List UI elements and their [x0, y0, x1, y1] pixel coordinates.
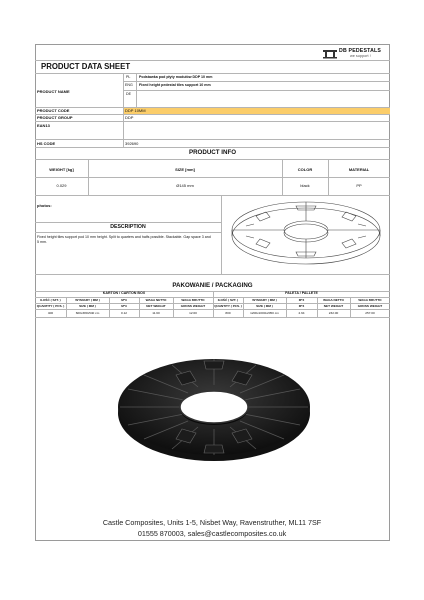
product-code-label: PRODUCT CODE	[37, 108, 70, 113]
packaging-heading: PAKOWANIE / PACKAGING	[172, 282, 253, 289]
page-title: PRODUCT DATA SHEET	[41, 62, 131, 71]
description-heading: DESCRIPTION	[110, 224, 146, 230]
hs-code-label: HS CODE	[37, 141, 56, 146]
packaging-header2-cell: QUANTITY ( PCS. )	[36, 304, 65, 308]
packaging-header1-cell: WAGA BRUTTO	[181, 298, 205, 302]
packaging-values-cell: 232.00	[328, 311, 339, 315]
name-pl: Podstawka pod płyty modułów DDP 10 mm	[139, 75, 213, 79]
weight-header: WEIGHT [kg]	[49, 167, 74, 172]
photos-label: photos:	[37, 203, 52, 208]
footer-contact: 01555 870003, sales@castlecomposites.co.uk	[137, 529, 287, 538]
packaging-values-cell: 11.60	[152, 311, 160, 315]
packaging-header1-cell: M*3	[121, 298, 127, 302]
product-group-label: PRODUCT GROUP	[37, 115, 73, 120]
color-value: black	[300, 183, 310, 188]
packaging-header1-cell: M*3	[298, 298, 305, 302]
packaging-header2-cell: M*3	[121, 304, 127, 308]
packaging-header2-cell: NET WEIGHT	[323, 304, 344, 308]
packaging-header2-cell: M*3	[298, 304, 305, 308]
packaging-header1-cell: WAGA NETTO	[323, 298, 344, 302]
packaging-values-cell: 2.64	[298, 311, 305, 315]
footer-address: Castle Composites, Units 1-5, Nisbet Way, Ravenstruther, ML11 7SF	[102, 518, 322, 527]
lang-de: DE	[126, 92, 131, 96]
pedestal-logo-icon	[323, 49, 337, 59]
pallet-label: PALETA / PALLETE	[285, 291, 318, 295]
material-header: MATERIAL	[348, 167, 370, 172]
pedestal-product-photo	[114, 345, 314, 475]
ean13-label: EAN13	[37, 123, 50, 128]
brand-tagline: we support !	[350, 54, 371, 58]
packaging-header2-cell: SIZE ( MM )	[256, 304, 273, 308]
packaging-header1-cell: WAGA NETTO	[145, 298, 167, 302]
packaging-values-cell: 1200x1000x2050 cm	[250, 311, 279, 315]
pedestal-line-drawing	[226, 196, 386, 272]
packaging-values-cell: 600x380x540 cm	[75, 311, 100, 315]
brand-name: DB PEDESTALS	[339, 48, 382, 54]
packaging-header2-cell: SIZE ( MM )	[79, 304, 96, 308]
product-code-value: DDP 10MM	[125, 108, 146, 113]
hs-code-value: 392690	[125, 141, 139, 146]
packaging-values-cell: 400	[47, 311, 54, 315]
packaging-values-cell: 0.12	[120, 311, 128, 315]
lang-pl: PL	[126, 75, 131, 79]
packaging-header2-cell: NET WEIGHT	[146, 304, 166, 308]
packaging-header1-cell: ILOŚĆ ( SZT. )	[40, 298, 61, 302]
packaging-header1-cell: ILOŚĆ ( SZT. )	[217, 298, 239, 302]
size-header: SIZE [mm]	[175, 167, 195, 172]
material-value: PP	[356, 183, 362, 188]
packaging-values-cell: 800	[225, 311, 231, 315]
packaging-header1-cell: WYMIARY ( MM )	[75, 298, 100, 302]
weight-value: 0.029	[56, 183, 67, 188]
packaging-values-cell: 257.00	[365, 311, 375, 315]
lang-eng: ENG	[125, 83, 133, 87]
color-header: COLOR	[297, 167, 313, 172]
product-info-heading: PRODUCT INFO	[188, 149, 237, 156]
name-eng: Fixed height pedestal tiles support 10 mm	[139, 83, 211, 87]
product-group-value: DDP	[125, 115, 134, 120]
size-value: Ø145 mm	[176, 183, 194, 188]
brand-logo	[323, 48, 385, 60]
carton-label: KARTON / CARTON BOX	[102, 291, 146, 295]
product-name-label: PRODUCT NAME	[37, 89, 70, 94]
packaging-header1-cell: WAGA BRUTTO	[358, 298, 382, 302]
packaging-values-cell: 12.60	[189, 311, 197, 315]
description-text: Fixed height tiles support pod 10 mm height. Split to quarters and halfs possible. Stackable. Gap space 3 and 5 mm.	[37, 235, 211, 244]
packaging-header2-cell: GROSS WEIGHT	[180, 304, 206, 308]
packaging-header2-cell: GROSS WEIGHT	[357, 304, 383, 308]
packaging-header2-cell: QUANTITY ( PCS. )	[214, 304, 242, 308]
packaging-header1-cell: WYMIARY ( MM )	[252, 298, 277, 302]
